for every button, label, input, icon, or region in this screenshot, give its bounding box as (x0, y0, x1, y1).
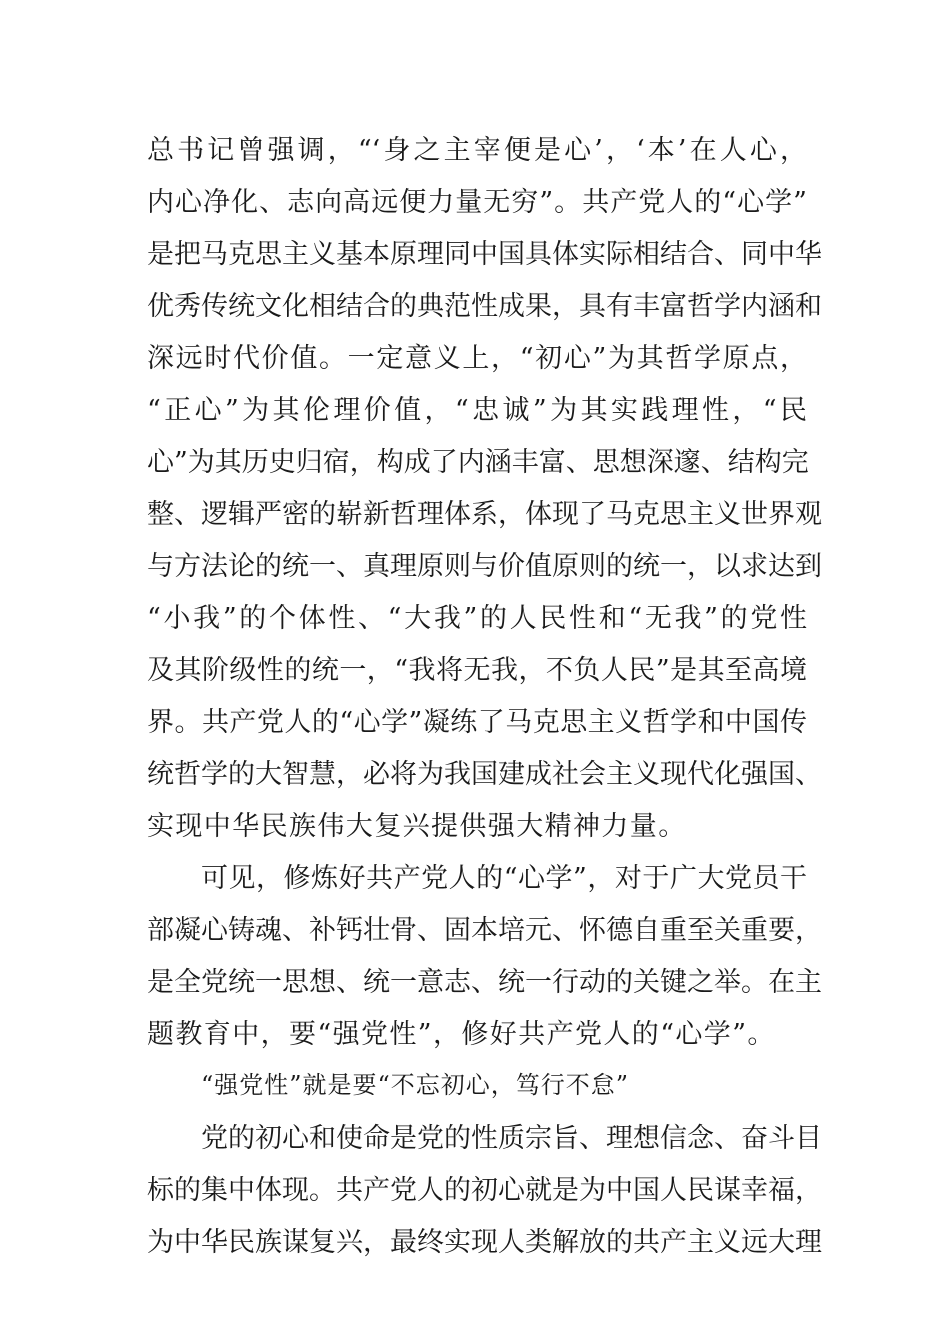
paragraph-1-line: 是把马克思主义基本原理同中国具体实际相结合、同中华 (147, 239, 822, 270)
paragraph-2-line: 题教育中，要“强党性”，修好共产党人的“心学”。 (147, 1019, 776, 1050)
paragraph-1-line: “正心”为其伦理价值，“忠诚”为其实践理性，“民 (147, 395, 807, 426)
paragraph-1-line: “小我”的个体性、“大我”的人民性和“无我”的党性 (147, 603, 807, 634)
paragraph-2-line: 可见，修炼好共产党人的“心学”，对于广大党员干 (201, 863, 807, 894)
paragraph-1-line: 统哲学的大智慧，必将为我国建成社会主义现代化强国、 (147, 759, 822, 790)
paragraph-1-line: 与方法论的统一、真理原则与价值原则的统一，以求达到 (147, 551, 822, 582)
paragraph-1-line: 内心净化、志向高远便力量无穷”。共产党人的“心学” (147, 187, 807, 218)
paragraph-1-line: 及其阶级性的统一，“我将无我，不负人民”是其至高境 (147, 655, 807, 686)
paragraph-1-line: 心”为其历史归宿，构成了内涵丰富、思想深邃、结构完 (147, 447, 809, 478)
paragraph-1-line: 整、逻辑严密的崭新哲理体系，体现了马克思主义世界观 (147, 499, 822, 530)
paragraph-1-line: 优秀传统文化相结合的典范性成果，具有丰富哲学内涵和 (147, 291, 822, 322)
paragraph-3-line: 党的初心和使命是党的性质宗旨、理想信念、奋斗目 (201, 1123, 822, 1154)
paragraph-1-line: 实现中华民族伟大复兴提供强大精神力量。 (147, 811, 687, 842)
paragraph-1-line: 深远时代价值。一定意义上，“初心”为其哲学原点， (147, 343, 807, 374)
paragraph-2-line: 是全党统一思想、统一意志、统一行动的关键之举。在主 (147, 967, 822, 998)
paragraph-3-line: 标的集中体现。共产党人的初心就是为中国人民谋幸福， (147, 1175, 822, 1206)
paragraph-3-line: 为中华民族谋复兴，最终实现人类解放的共产主义远大理 (147, 1227, 822, 1258)
paragraph-1-line: 界。共产党人的“心学”凝练了马克思主义哲学和中国传 (147, 707, 807, 738)
section-subheading: “强党性”就是要“不忘初心，笃行不怠” (201, 1071, 630, 1099)
paragraph-2-line: 部凝心铸魂、补钙壮骨、固本培元、怀德自重至关重要， (147, 915, 822, 946)
paragraph-1-line: 总书记曾强调，“‘身之主宰便是心’，‘本’在人心， (147, 135, 807, 166)
